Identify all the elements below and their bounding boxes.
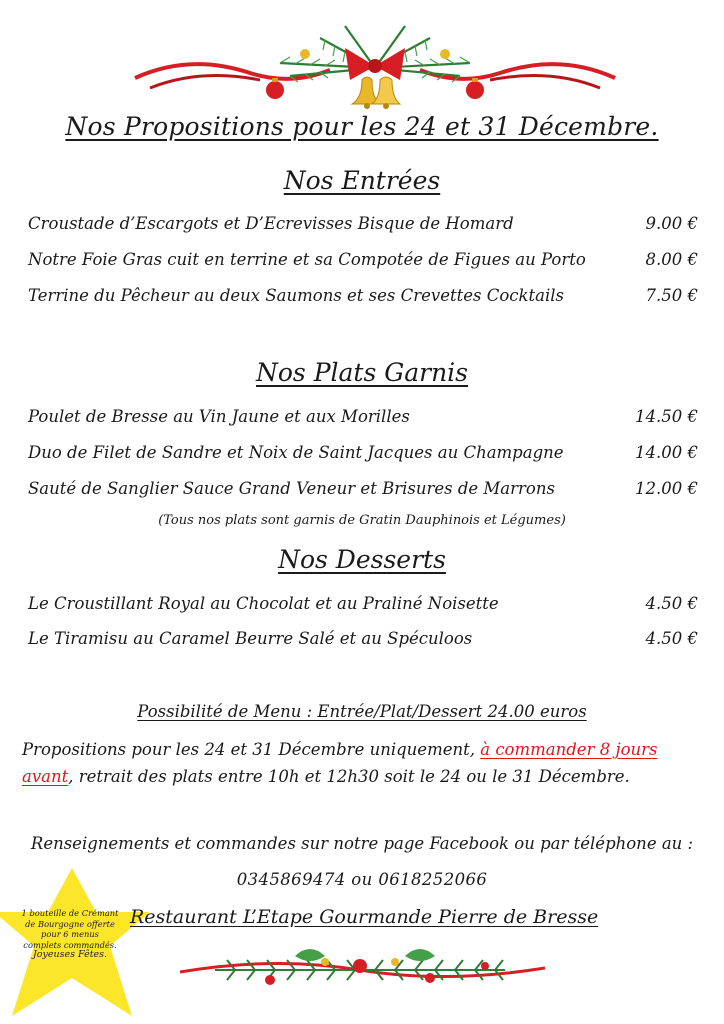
menu-item <box>28 479 698 505</box>
plats-note: (Tous nos plats sont garnis de Gratin Dauphinois et Légumes) <box>158 513 566 528</box>
menu-item-price: 4.50 € <box>645 629 698 648</box>
page-title: Nos Propositions pour les 24 et 31 Décembre. <box>65 112 659 141</box>
order-info-text: Propositions pour les 24 et 31 Décembre uniquement, <box>22 740 481 759</box>
menu-item-price: 14.50 € <box>635 407 698 426</box>
menu-item-name: Croustade d’Escargots et D’Ecrevisses Bisque de Homard <box>28 214 514 233</box>
menu-item <box>28 286 698 312</box>
menu-offer: Possibilité de Menu : Entrée/Plat/Dessert 24.00 euros <box>137 702 587 721</box>
menu-item-price: 12.00 € <box>635 479 698 498</box>
phone-numbers: 0345869474 ou 0618252066 <box>236 870 488 889</box>
menu-item-price: 9.00 € <box>645 214 698 233</box>
menu-item-price: 14.00 € <box>635 443 698 462</box>
section-title-entrees: Nos Entrées <box>283 166 441 195</box>
star-line: complets commandés. <box>23 939 117 950</box>
section-title-plats: Nos Plats Garnis <box>256 358 468 387</box>
star-line: 1 bouteille de Crémant <box>21 908 119 918</box>
star-line: de Bourgogne offerte <box>25 918 115 929</box>
menu-item <box>28 407 698 433</box>
menu-item <box>28 594 698 620</box>
menu-item-name: Duo de Filet de Sandre et Noix de Saint Jacques au Champagne <box>28 443 564 462</box>
order-deadline: à commander 8 jours avant <box>22 740 658 786</box>
menu-item-name: Le Croustillant Royal au Chocolat et au Praliné Noisette <box>28 594 499 613</box>
menu-item-name: Poulet de Bresse au Vin Jaune et aux Morilles <box>28 407 410 426</box>
menu-item-name: Terrine du Pêcheur au deux Saumons et ses Crevettes Cocktails <box>28 286 565 305</box>
menu-item-price: 8.00 € <box>645 250 698 269</box>
menu-item-name: Sauté de Sanglier Sauce Grand Veneur et Brisures de Marrons <box>28 479 555 498</box>
menu-item-name: Notre Foie Gras cuit en terrine et sa Compotée de Figues au Porto <box>28 250 586 269</box>
star-line: pour 6 menus <box>41 929 99 939</box>
christmas-garland-top-icon <box>130 18 620 110</box>
order-info <box>22 736 702 790</box>
star-wish: Joyeuses Fêtes. <box>32 949 108 960</box>
star-offer-text <box>0 908 140 961</box>
menu-item-price: 4.50 € <box>645 594 698 613</box>
menu-item-price: 7.50 € <box>645 286 698 305</box>
menu-item <box>28 629 698 655</box>
menu-item <box>28 443 698 469</box>
section-title-desserts: Nos Desserts <box>278 545 446 574</box>
order-info-text-end: , retrait des plats entre 10h et 12h30 soit le 24 ou le 31 Décembre. <box>68 767 630 786</box>
restaurant-name: Restaurant L’Etape Gourmande Pierre de Bresse <box>130 906 599 928</box>
menu-item <box>28 250 698 276</box>
holly-garland-bottom-icon <box>175 936 550 1002</box>
menu-item <box>28 214 698 240</box>
menu-item-name: Le Tiramisu au Caramel Beurre Salé et au Spéculoos <box>28 629 473 648</box>
contact-info: Renseignements et commandes sur notre page Facebook ou par téléphone au : <box>30 834 694 853</box>
